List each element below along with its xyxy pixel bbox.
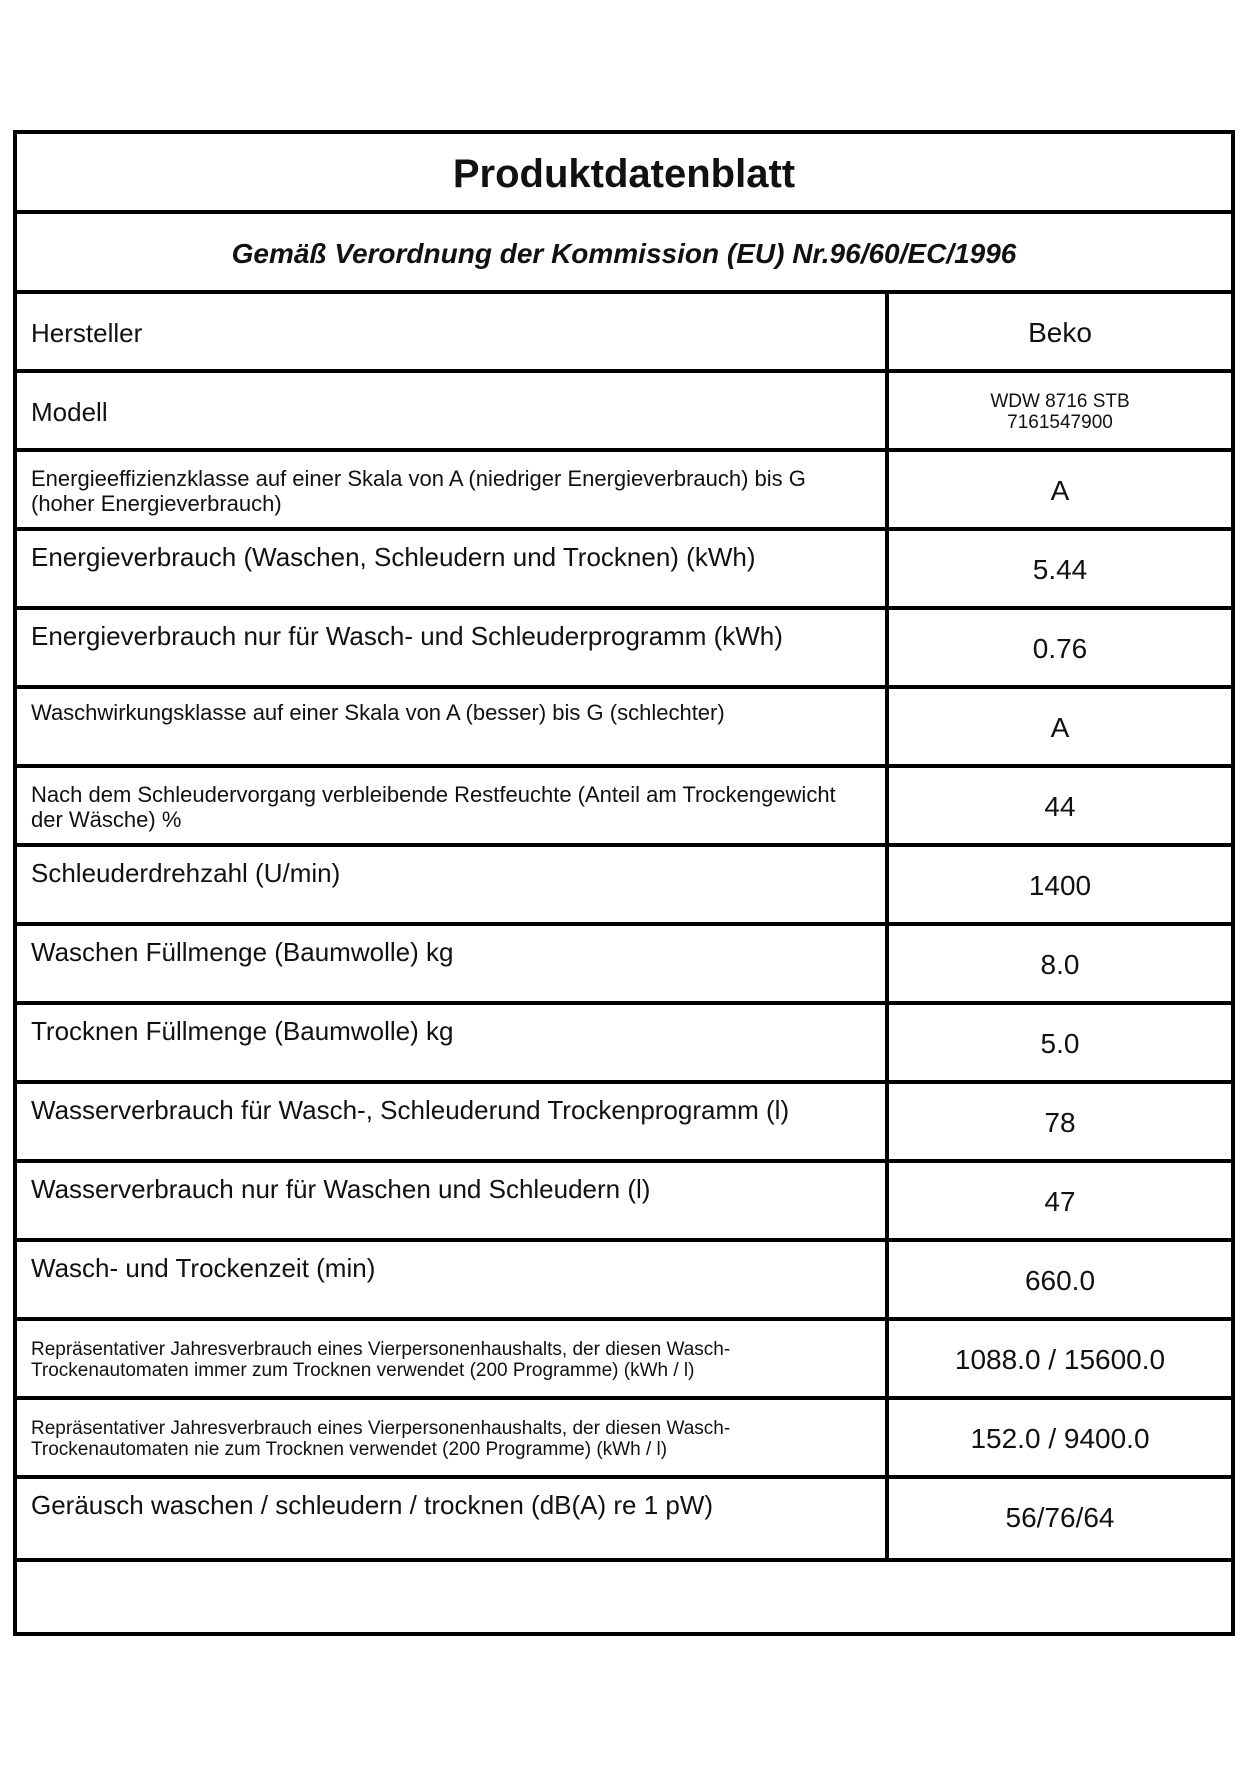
row-water-consumption-total [17,1084,1231,1163]
row-value: 44 [1044,791,1076,823]
row-manufacturer [17,294,1231,373]
row-value: 47 [1044,1186,1076,1218]
row-label: Energieverbrauch (Waschen, Schleudern und Trocknen) (kWh) [31,542,756,572]
row-wash-dry-time [17,1242,1231,1321]
model-name: WDW 8716 STB [990,390,1130,412]
row-noise-level [17,1479,1231,1558]
row-label: Hersteller [31,318,143,349]
row-label: Energieeffizienzklasse auf einer Skala von A (niedriger Energieverbrauch) bis G (hoher Energieverbrauch) [31,466,806,516]
row-label: Wasch- und Trockenzeit (min) [31,1253,376,1283]
row-value: 152.0 / 9400.0 [970,1423,1150,1455]
row-residual-moisture [17,768,1231,847]
row-label: Repräsentativer Jahresverbrauch eines Vierpersonenhaushalts, der diesen Wasch-Trockenautomaten nie zum Trocknen verwendet (200 Programme) (kWh / l) [31,1417,731,1460]
row-spin-speed [17,847,1231,926]
row-water-consumption-wash [17,1163,1231,1242]
row-annual-consumption-without-drying [17,1400,1231,1479]
row-label: Schleuderdrehzahl (U/min) [31,858,341,888]
row-label: Trocknen Füllmenge (Baumwolle) kg [31,1016,454,1046]
row-dry-capacity [17,1005,1231,1084]
row-value: A [1050,712,1070,744]
row-wash-capacity [17,926,1231,1005]
row-model [17,373,1231,452]
row-value: 660.0 [1024,1265,1096,1297]
row-value: 0.76 [1032,633,1088,665]
row-wash-class [17,689,1231,768]
row-value: 1400 [1028,870,1092,902]
row-label: Modell [31,397,108,428]
row-energy-class [17,452,1231,531]
row-label: Wasserverbrauch nur für Waschen und Schleudern (l) [31,1174,651,1204]
row-label: Geräusch waschen / schleudern / trocknen (dB(A) re 1 pW) [31,1490,714,1520]
regulation-subtitle: Gemäß Verordnung der Kommission (EU) Nr.96/60/EC/1996 [231,238,1017,269]
row-label: Repräsentativer Jahresverbrauch eines Vierpersonenhaushalts, der diesen Wasch-Trockenautomaten immer zum Trocknen verwendet (200 Programme) (kWh / l) [31,1338,731,1381]
row-value: Beko [1028,317,1092,349]
row-value [889,373,1231,452]
row-label: Waschen Füllmenge (Baumwolle) kg [31,937,454,967]
row-energy-consumption-total [17,531,1231,610]
sheet-title: Produktdatenblatt [452,151,796,196]
row-label: Wasserverbrauch für Wasch-, Schleuderund Trockenprogramm (l) [31,1095,790,1125]
row-value: 56/76/64 [1005,1502,1115,1534]
row-energy-consumption-wash [17,610,1231,689]
row-value: 78 [1044,1107,1076,1139]
row-value: 5.0 [1040,1028,1080,1060]
row-value: 1088.0 / 15600.0 [954,1344,1166,1376]
row-annual-consumption-with-drying [17,1321,1231,1400]
model-number: 7161547900 [1007,411,1113,433]
row-value: A [1050,475,1070,507]
row-value: 5.44 [1032,554,1088,586]
row-label: Waschwirkungsklasse auf einer Skala von A (besser) bis G (schlechter) [31,700,725,725]
row-value: 8.0 [1040,949,1080,981]
row-label: Nach dem Schleudervorgang verbleibende Restfeuchte (Anteil am Trockengewicht der Wäsche) % [31,782,836,832]
row-label: Energieverbrauch nur für Wasch- und Schleuderprogramm (kWh) [31,621,783,651]
divider [17,1558,1231,1562]
product-data-sheet [13,130,1235,1636]
